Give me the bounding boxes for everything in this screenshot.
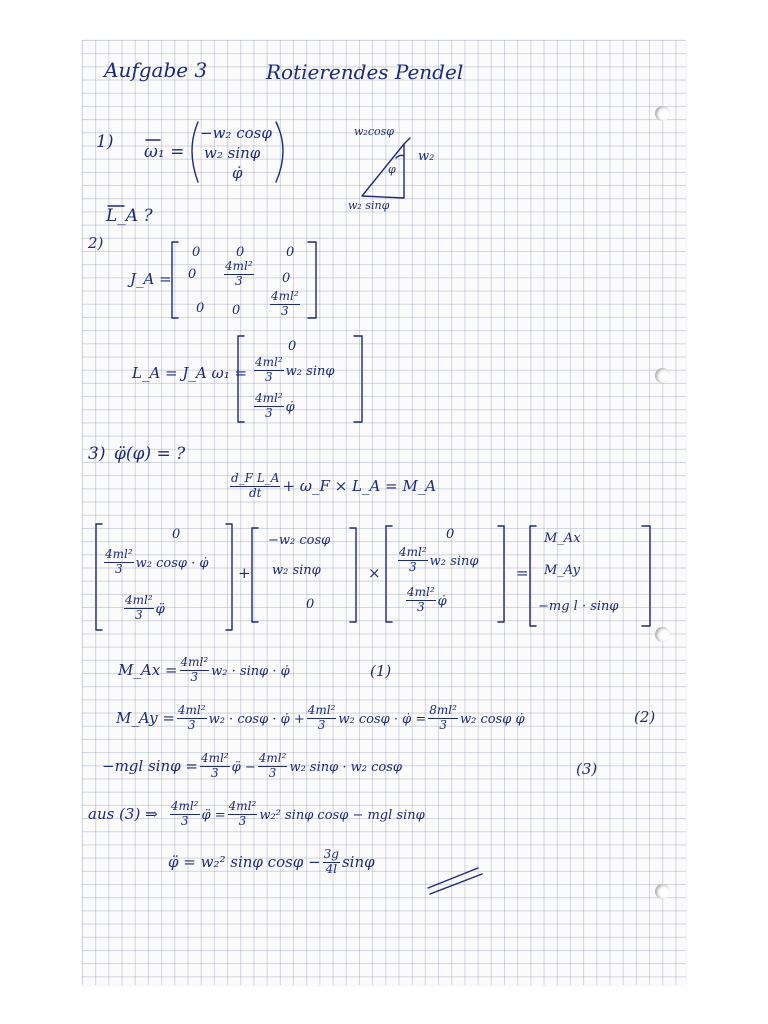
part2-question: L_A ? xyxy=(106,206,153,226)
v4-row2: M_Ay xyxy=(544,563,581,578)
equation-3-tag: (3) xyxy=(576,760,598,778)
v4-row1: M_Ax xyxy=(544,531,581,546)
omega1-row2: w₂ sinφ xyxy=(204,144,261,162)
equals-sign: = xyxy=(516,564,529,582)
sketch-label-angle: φ xyxy=(388,163,396,176)
v2-row3: 0 xyxy=(306,597,315,612)
J-r3c3: $\frac{\text{4ml²}}{3}$ xyxy=(271,289,299,318)
sketch-label-top: w₂cosφ xyxy=(354,125,394,138)
part3-label: 3) xyxy=(88,444,106,464)
v1-row2: $\frac{\text{4ml²}}{3}$ w₂ cosφ · φ̇ xyxy=(105,547,209,576)
v2-row1: −w₂ cosφ xyxy=(268,533,331,548)
L-row2: $\frac{\text{4ml²}}{3}$ w₂ sinφ xyxy=(255,355,335,384)
equation-1: M_Ax = $\frac{\text{4ml²}}{3}$ w₂ · sinφ · φ̇ xyxy=(118,655,290,684)
v3-row3: $\frac{\text{4ml²}}{3}$ φ̇ xyxy=(407,585,447,614)
J-r1c2: 0 xyxy=(236,245,245,260)
task-number: Aufgabe 3 xyxy=(104,58,208,82)
equation-1-tag: (1) xyxy=(370,662,392,680)
J-r2c1: 0 xyxy=(188,267,197,282)
punch-hole xyxy=(655,884,670,899)
punch-hole xyxy=(655,368,670,383)
J-r3c2: 0 xyxy=(232,303,241,318)
plus-sign: + xyxy=(238,564,251,582)
J-r1c1: 0 xyxy=(192,245,201,260)
grid-paper-sheet xyxy=(82,40,686,985)
J-r2c3: 0 xyxy=(282,271,291,286)
v3-row2: $\frac{\text{4ml²}}{3}$ w₂ sinφ xyxy=(399,545,479,574)
v1-row3: $\frac{\text{4ml²}}{3}$ φ̈ xyxy=(125,593,165,622)
J-r1c3: 0 xyxy=(286,245,295,260)
sketch-label-bottom: w₂ sinφ xyxy=(348,199,390,212)
cross-sign: × xyxy=(368,564,381,582)
task-title: Rotierendes Pendel xyxy=(266,60,464,84)
part2-label: 2) xyxy=(88,234,104,252)
final-result: φ̈ = w₂² sinφ cosφ − $\frac{3g}{4l}$ sinφ xyxy=(168,847,375,876)
v2-row2: w₂ sinφ xyxy=(272,563,321,578)
part3-question: φ̈(φ) = ? xyxy=(114,444,186,464)
omega1-row3: φ̇ xyxy=(232,164,243,182)
omega1-row1: −w₂ cosφ xyxy=(200,124,272,142)
punch-hole xyxy=(655,106,670,121)
J-r3c1: 0 xyxy=(196,301,205,316)
angular-momentum-eq: L_A = J_A ω₁ = xyxy=(132,364,248,382)
inertia-lhs: J_A = xyxy=(130,270,172,288)
omega1-lhs: ω₁ = xyxy=(144,142,185,162)
v3-row1: 0 xyxy=(446,527,455,542)
v4-row3: −mg l · sinφ xyxy=(538,599,619,614)
J-r2c2: $\frac{\text{4ml²}}{3}$ xyxy=(225,259,253,288)
equation-2: M_Ay = $\frac{\text{4ml²}}{3}$ w₂ · cosφ · φ̇ + $\frac{\text{4ml²}}{3}$ w₂ cosφ · φ̇ = $\frac{\text{8ml²}}{3}$ w₂ cosφ φ̇ xyxy=(116,703,525,732)
L-row3: $\frac{\text{4ml²}}{3}$ φ̇ xyxy=(255,391,295,420)
euler-equation: $\frac{\text{d\_F L\_A}}{dt}$ + ω_F × L_A = M_A xyxy=(231,471,437,500)
equation-2-tag: (2) xyxy=(634,708,656,726)
v1-row1: 0 xyxy=(172,527,181,542)
part1-label: 1) xyxy=(96,132,114,152)
derivation-from-3: aus (3) ⇒ $\frac{\text{4ml²}}{3}$ φ̈ = $\frac{\text{4ml²}}{3}$ w₂² sinφ cosφ − mgl sinφ xyxy=(88,799,425,828)
L-row1: 0 xyxy=(288,339,297,354)
equation-3: −mgl sinφ = $\frac{\text{4ml²}}{3}$ φ̈ − $\frac{\text{4ml²}}{3}$ w₂ sinφ · w₂ cosφ xyxy=(102,751,402,780)
sketch-label-right: w₂ xyxy=(418,149,435,164)
punch-hole xyxy=(655,627,670,642)
